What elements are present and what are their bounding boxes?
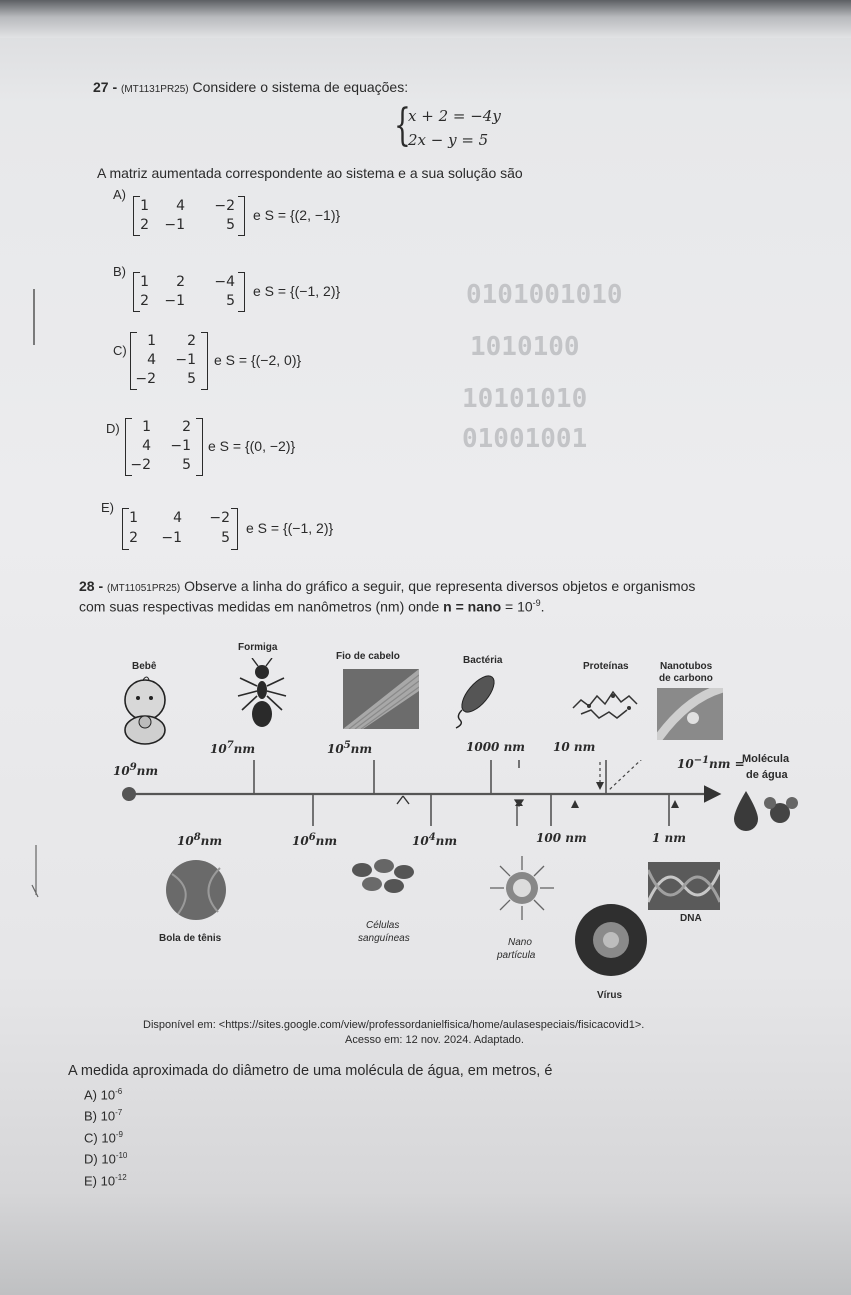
matrix-cell: −4 [214,274,235,290]
answer-exp: -6 [115,1087,123,1096]
option-solution: e S = {(−2, 0)} [214,352,302,368]
value-exp: 9 [129,762,137,773]
value-unit: nm [350,742,373,756]
matrix-cell: 4 [173,510,182,526]
answer-letter: E) [84,1173,97,1189]
answer-b [84,1108,122,1123]
label-cells-2: sanguíneas [358,933,410,944]
question-text: Observe a linha do gráfico a seguir, que representa diversos objetos e organismos [184,578,696,594]
value-unit: nm [315,834,338,848]
option-letter: A) [113,187,126,202]
answer-e [84,1173,127,1188]
value-unit: nm [233,742,256,756]
value-exp: 8 [193,832,201,843]
ant-illustration [234,658,290,730]
value-proteins [553,740,595,754]
system-brace: { [394,100,411,151]
bleed-through: 0101001010 [466,280,623,310]
matrix-cell: −1 [164,217,185,233]
answer-letter: D) [84,1151,98,1167]
value-base: 10 [412,834,429,848]
answer-letter: A) [84,1087,97,1103]
question-number: 27 - [93,79,118,95]
tennis-ball-illustration [164,856,228,926]
value-unit: nm [435,834,458,848]
source-access-date: Acesso em: 12 nov. 2024. Adaptado. [345,1034,524,1046]
answer-a [84,1087,122,1102]
matrix-cell: 1 [142,419,151,435]
matrix-cell: 1 [140,274,149,290]
label-virus: Vírus [597,990,623,1001]
matrix-cell: −1 [170,438,191,454]
value-mid [292,832,337,848]
label-water-2: de água [746,769,788,781]
bacteria-illustration [446,670,502,730]
matrix-cell: 2 [129,530,138,546]
value-base: 10 [327,742,344,756]
hair-micrograph [343,669,419,729]
label-cells: Células [366,920,400,931]
matrix-cell: 5 [182,457,191,473]
baby-illustration [117,672,179,752]
matrix-cell: 4 [142,438,151,454]
value-base: 10 [677,757,694,771]
question-code: (MT11051PR25) [107,583,181,594]
matrix-cell: 1 [140,198,149,214]
text-fragment: . [540,598,545,615]
matrix-cell: −1 [161,530,182,546]
matrix-cell: 5 [187,371,196,387]
matrix-cell: −1 [175,352,196,368]
value-blood [412,832,457,848]
matrix-cell: −2 [135,371,156,387]
value-base: 10 [553,740,570,754]
answer-base: 10 [100,1108,116,1124]
label-nanotubes: Nanotubos [660,661,713,672]
answer-letter: C) [84,1130,98,1146]
value-base: 10 [292,834,309,848]
value-unit: nm [200,834,223,848]
label-ant: Formiga [238,642,278,653]
value-base: 10 [210,742,227,756]
equation-1: x + 2 = −4y [408,107,501,125]
answer-letter: B) [84,1108,97,1124]
value-unit: nm [569,740,596,754]
label-nanotubes-2: de carbono [659,673,713,684]
source-citation: Disponível em: <https://sites.google.com/view/professordanielfisica/home/aulasespeciais/fisicacovid1>. [143,1019,645,1031]
nanoparticle-illustration [488,852,556,924]
question-28-prompt: A medida aproximada do diâmetro de uma molécula de água, em metros, é [68,1063,553,1079]
blood-cells-illustration [348,856,418,896]
scale-axis [115,760,725,832]
value-ant [210,740,255,756]
matrix-cell: 2 [140,217,149,233]
label-baby: Bebê [132,661,157,672]
answer-base: 10 [100,1087,116,1103]
matrix-cell: −2 [130,457,151,473]
label-nano: Nano [508,937,532,948]
matrix-cell: 2 [182,419,191,435]
label-bacteria: Bactéria [463,655,503,666]
value-unit: nm [561,831,587,845]
value-unit: nm [660,831,686,845]
value-base: 100 [536,831,562,845]
value-unit: nm [136,764,159,778]
value-bacteria [466,740,525,754]
bleed-through: 1010100 [470,332,580,362]
value-exp: −1 [693,755,710,766]
value-base: 1 [652,831,661,845]
answer-base: 10 [100,1173,116,1189]
option-letter: C) [113,343,127,358]
matrix-cell: 1 [129,510,138,526]
protein-illustration [567,678,645,728]
answer-exp: -7 [115,1108,123,1117]
value-exp: 5 [343,740,351,751]
option-solution: e S = {(−1, 2)} [253,283,341,299]
option-solution: e S = {(−1, 2)} [246,520,334,536]
matrix-cell: 2 [140,293,149,309]
bleed-through: 01001001 [462,424,588,454]
answer-base: 10 [101,1151,116,1167]
question-code: (MT1131PR25) [121,84,189,95]
value-nanoparticle [536,831,587,845]
option-letter: B) [113,264,126,279]
label-water-1: Molécula [742,753,790,765]
answer-exp: -12 [115,1173,127,1182]
value-exp: 4 [428,832,436,843]
value-tennis [177,832,222,848]
answer-c [84,1130,123,1145]
matrix-cell: −1 [164,293,185,309]
text-fragment: = 10 [505,598,533,615]
matrix-cell: −2 [209,510,230,526]
value-base: 10 [177,834,194,848]
matrix-cell: 5 [226,217,235,233]
bleed-through: 10101010 [462,384,588,414]
matrix-cell: 2 [176,274,185,290]
matrix-cell: 1 [147,333,156,349]
matrix-cell: 2 [187,333,196,349]
matrix-cell: 5 [221,530,230,546]
matrix-cell: 4 [147,352,156,368]
dna-illustration [648,862,720,910]
option-letter: D) [106,421,120,436]
value-unit: nm = [709,757,745,771]
value-hair [327,740,372,756]
virus-micrograph [574,900,648,982]
matrix-cell: −2 [214,198,235,214]
exponent: -9 [532,598,541,608]
answer-exp: -10 [115,1151,128,1160]
value-exp: 7 [226,740,234,751]
option-solution: e S = {(2, −1)} [253,207,341,223]
margin-pencil-marks [28,285,48,925]
question-27-prompt: A matriz aumentada correspondente ao sistema e a sua solução são [97,165,523,181]
nano-label: n = nano [443,598,502,615]
matrix-cell: 5 [226,293,235,309]
text-fragment: com suas respectivas medidas em nanômetros (nm) onde [79,598,440,615]
label-dna: DNA [680,913,702,924]
question-text: Considere o sistema de equações: [192,79,409,95]
value-base: 10 [113,764,130,778]
question-number: 28 - [79,578,104,594]
option-letter: E) [101,500,114,515]
value-base: 1000 [466,740,500,754]
answer-d [84,1151,127,1166]
label-tennis: Bola de tênis [159,933,222,944]
label-hair: Fio de cabelo [336,651,400,662]
answer-base: 10 [101,1130,116,1146]
water-drop-molecule [732,785,802,837]
nanotube-micrograph [657,688,723,740]
option-solution: e S = {(0, −2)} [208,438,296,454]
value-unit: nm [499,740,526,754]
equation-2: 2x − y = 5 [408,131,489,149]
matrix-cell: 4 [176,198,185,214]
label-proteins: Proteínas [583,661,629,672]
value-exp: 6 [308,832,316,843]
answer-exp: -9 [115,1130,123,1139]
value-dna [652,831,686,845]
label-nano-2: partícula [497,950,536,961]
